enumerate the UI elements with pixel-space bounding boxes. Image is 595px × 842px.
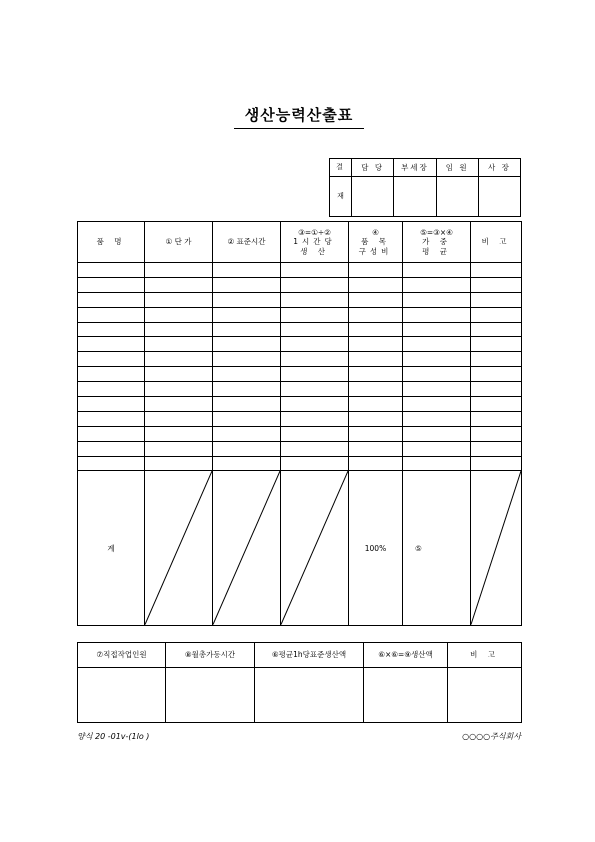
header-remarks-line: 비 고 (481, 237, 511, 247)
cell-composition-ratio[interactable] (349, 441, 403, 456)
cell-composition-ratio[interactable] (349, 456, 403, 471)
total-remarks-slash (471, 471, 522, 626)
approval-side-top: 결 (330, 159, 352, 177)
header-hourly-output-line: 1시간당 (293, 237, 336, 247)
cell-weighted-average[interactable] (403, 292, 471, 307)
cell-remarks[interactable] (471, 277, 522, 292)
header-hourly-output-line: 생 산 (300, 246, 329, 256)
header-weighted-average-line: 평 균 (422, 246, 451, 256)
cell-remarks[interactable] (471, 397, 522, 412)
cell-hourly-output[interactable] (281, 426, 349, 441)
cell-standard-time[interactable] (213, 456, 281, 471)
header-avg-hourly-output: ⑥평균1h당표준생산액 (255, 643, 364, 668)
approval-box (329, 158, 521, 217)
table-row (78, 337, 522, 352)
cell-weighted-average[interactable] (403, 411, 471, 426)
header-unit-price (145, 222, 213, 263)
cell-item-name[interactable] (78, 382, 145, 397)
total-standard-time-slash (213, 471, 281, 626)
header-hourly-output-line: ③=①÷② (298, 227, 331, 237)
document-title: 생산능력산출표 (244, 106, 354, 124)
cell-item-name[interactable] (78, 307, 145, 322)
cell-composition-ratio[interactable] (349, 411, 403, 426)
cell-hourly-output[interactable] (281, 397, 349, 412)
cell-hourly-output[interactable] (281, 337, 349, 352)
diagonal-line (213, 471, 280, 625)
cell-hourly-output[interactable] (281, 263, 349, 278)
header-composition-ratio-line: ④ (372, 227, 379, 237)
header-standard-time-line: ② 표준시간 (227, 237, 266, 247)
cell-unit-price[interactable] (145, 367, 213, 382)
table-row (78, 263, 522, 278)
cell-unit-price[interactable] (145, 426, 213, 441)
cell-remarks[interactable] (471, 322, 522, 337)
total-weighted[interactable]: ⑤ (403, 471, 471, 626)
table-row (78, 426, 522, 441)
total-hourly-output-slash (281, 471, 349, 626)
table-row (78, 292, 522, 307)
cell-composition-ratio[interactable] (349, 426, 403, 441)
cell-hourly-output[interactable] (281, 411, 349, 426)
header-item-name-line: 품 명 (96, 237, 126, 247)
table-row (78, 277, 522, 292)
cell-item-name[interactable] (78, 426, 145, 441)
cell-unit-price[interactable] (145, 382, 213, 397)
header-composition-ratio (349, 222, 403, 263)
cell-weighted-average[interactable] (403, 382, 471, 397)
table-row (78, 411, 522, 426)
header-monthly-hours: ⑧월총가동시간 (166, 643, 255, 668)
header-weighted-average-line: 가 중 (422, 237, 451, 247)
cell-hourly-output[interactable] (281, 367, 349, 382)
cell-standard-time[interactable] (213, 367, 281, 382)
cell-unit-price[interactable] (145, 456, 213, 471)
cell-standard-time[interactable] (213, 322, 281, 337)
cell-composition-ratio[interactable] (349, 292, 403, 307)
cell-unit-price[interactable] (145, 292, 213, 307)
cell-item-name[interactable] (78, 441, 145, 456)
cell-remarks[interactable] (471, 337, 522, 352)
cell-unit-price[interactable] (145, 411, 213, 426)
cell-standard-time[interactable] (213, 441, 281, 456)
cell-remarks[interactable] (471, 352, 522, 367)
header-weighted-average (403, 222, 471, 263)
approval-header-president: 사 장 (478, 159, 520, 177)
approval-sign-cell[interactable] (352, 177, 394, 217)
cell-unit-price[interactable] (145, 352, 213, 367)
cell-unit-price[interactable] (145, 337, 213, 352)
cell-weighted-average[interactable] (403, 456, 471, 471)
cell-standard-time[interactable] (213, 397, 281, 412)
cell-weighted-average[interactable] (403, 322, 471, 337)
cell-standard-time[interactable] (213, 307, 281, 322)
diagonal-line (471, 471, 521, 625)
cell-weighted-average[interactable] (403, 337, 471, 352)
cell-composition-ratio[interactable] (349, 397, 403, 412)
cell-production-amount[interactable] (364, 668, 448, 723)
approval-sign-cell[interactable] (394, 177, 436, 217)
header-composition-ratio-line: 구성비 (358, 246, 393, 256)
table-row (78, 322, 522, 337)
cell-hourly-output[interactable] (281, 441, 349, 456)
header-production-amount: ⑥×⑥=⑨생산액 (364, 643, 448, 668)
production-summary-table (77, 642, 522, 723)
cell-remarks[interactable] (471, 307, 522, 322)
header-standard-time (213, 222, 281, 263)
cell-standard-time[interactable] (213, 263, 281, 278)
cell-standard-time[interactable] (213, 382, 281, 397)
cell-item-name[interactable] (78, 456, 145, 471)
cell-unit-price[interactable] (145, 441, 213, 456)
form-number: 양식 20 -01v-(1lo ) (77, 732, 150, 741)
table-row (78, 352, 522, 367)
cell-item-name[interactable] (78, 263, 145, 278)
cell-composition-ratio[interactable] (349, 277, 403, 292)
cell-hourly-output[interactable] (281, 292, 349, 307)
cell-standard-time[interactable] (213, 277, 281, 292)
cell-avg-hourly-output[interactable] (255, 668, 364, 723)
header-hourly-output (281, 222, 349, 263)
approval-sign-cell[interactable] (436, 177, 478, 217)
cell-direct-workers[interactable] (78, 668, 166, 723)
cell-remarks[interactable] (471, 292, 522, 307)
header-weighted-average-line: ⑤=③×④ (420, 227, 453, 237)
cell-weighted-average[interactable] (403, 441, 471, 456)
cell-unit-price[interactable] (145, 397, 213, 412)
cell-item-name[interactable] (78, 277, 145, 292)
cell-monthly-hours[interactable] (166, 668, 255, 723)
table-row (78, 307, 522, 322)
cell-unit-price[interactable] (145, 307, 213, 322)
total-composition[interactable]: 100% (349, 471, 403, 626)
diagonal-line (145, 471, 212, 625)
cell-item-name[interactable] (78, 367, 145, 382)
cell-composition-ratio[interactable] (349, 367, 403, 382)
header-unit-price-line: ① 단 가 (165, 237, 192, 247)
cell-weighted-average[interactable] (403, 263, 471, 278)
cell-hourly-output[interactable] (281, 456, 349, 471)
cell-composition-ratio[interactable] (349, 263, 403, 278)
cell-standard-time[interactable] (213, 426, 281, 441)
cell-item-name[interactable] (78, 397, 145, 412)
cell-weighted-average[interactable] (403, 426, 471, 441)
diagonal-line (281, 471, 348, 625)
header-composition-ratio-line: 품 목 (361, 237, 390, 247)
cell-unit-price[interactable] (145, 322, 213, 337)
approval-sign-cell[interactable] (478, 177, 520, 217)
approval-header-executive: 임 원 (436, 159, 478, 177)
approval-header-staff: 담 당 (352, 159, 394, 177)
company-name: ○○○○주식회사 (462, 732, 521, 741)
cell-standard-time[interactable] (213, 337, 281, 352)
total-unit-price-slash (145, 471, 213, 626)
cell-remarks[interactable] (448, 668, 522, 723)
table-row (78, 441, 522, 456)
cell-hourly-output[interactable] (281, 322, 349, 337)
header-remarks: 비 고 (448, 643, 522, 668)
cell-item-name[interactable] (78, 352, 145, 367)
table-row (78, 367, 522, 382)
cell-composition-ratio[interactable] (349, 337, 403, 352)
cell-composition-ratio[interactable] (349, 307, 403, 322)
title-underline (234, 128, 364, 129)
cell-standard-time[interactable] (213, 411, 281, 426)
cell-remarks[interactable] (471, 263, 522, 278)
cell-composition-ratio[interactable] (349, 382, 403, 397)
cell-standard-time[interactable] (213, 352, 281, 367)
cell-unit-price[interactable] (145, 277, 213, 292)
cell-composition-ratio[interactable] (349, 352, 403, 367)
production-capacity-table (77, 221, 522, 626)
cell-item-name[interactable] (78, 337, 145, 352)
cell-weighted-average[interactable] (403, 307, 471, 322)
cell-item-name[interactable] (78, 292, 145, 307)
header-item-name (78, 222, 145, 263)
cell-hourly-output[interactable] (281, 352, 349, 367)
total-label[interactable]: 계 (78, 471, 145, 626)
cell-item-name[interactable] (78, 411, 145, 426)
cell-remarks[interactable] (471, 441, 522, 456)
cell-remarks[interactable] (471, 411, 522, 426)
cell-hourly-output[interactable] (281, 277, 349, 292)
approval-side-bottom: 재 (330, 177, 352, 217)
cell-remarks[interactable] (471, 382, 522, 397)
cell-composition-ratio[interactable] (349, 322, 403, 337)
header-direct-workers: ⑦직접작업인원 (78, 643, 166, 668)
cell-item-name[interactable] (78, 322, 145, 337)
cell-remarks[interactable] (471, 367, 522, 382)
cell-hourly-output[interactable] (281, 307, 349, 322)
cell-weighted-average[interactable] (403, 397, 471, 412)
table-row (78, 397, 522, 412)
table-row (78, 456, 522, 471)
approval-header-deputy: 부세장 (394, 159, 436, 177)
cell-remarks[interactable] (471, 426, 522, 441)
total-row (78, 471, 522, 626)
table-row (78, 382, 522, 397)
cell-weighted-average[interactable] (403, 367, 471, 382)
header-remarks (471, 222, 522, 263)
cell-weighted-average[interactable] (403, 277, 471, 292)
cell-remarks[interactable] (471, 456, 522, 471)
cell-unit-price[interactable] (145, 263, 213, 278)
cell-standard-time[interactable] (213, 292, 281, 307)
cell-weighted-average[interactable] (403, 352, 471, 367)
cell-hourly-output[interactable] (281, 382, 349, 397)
